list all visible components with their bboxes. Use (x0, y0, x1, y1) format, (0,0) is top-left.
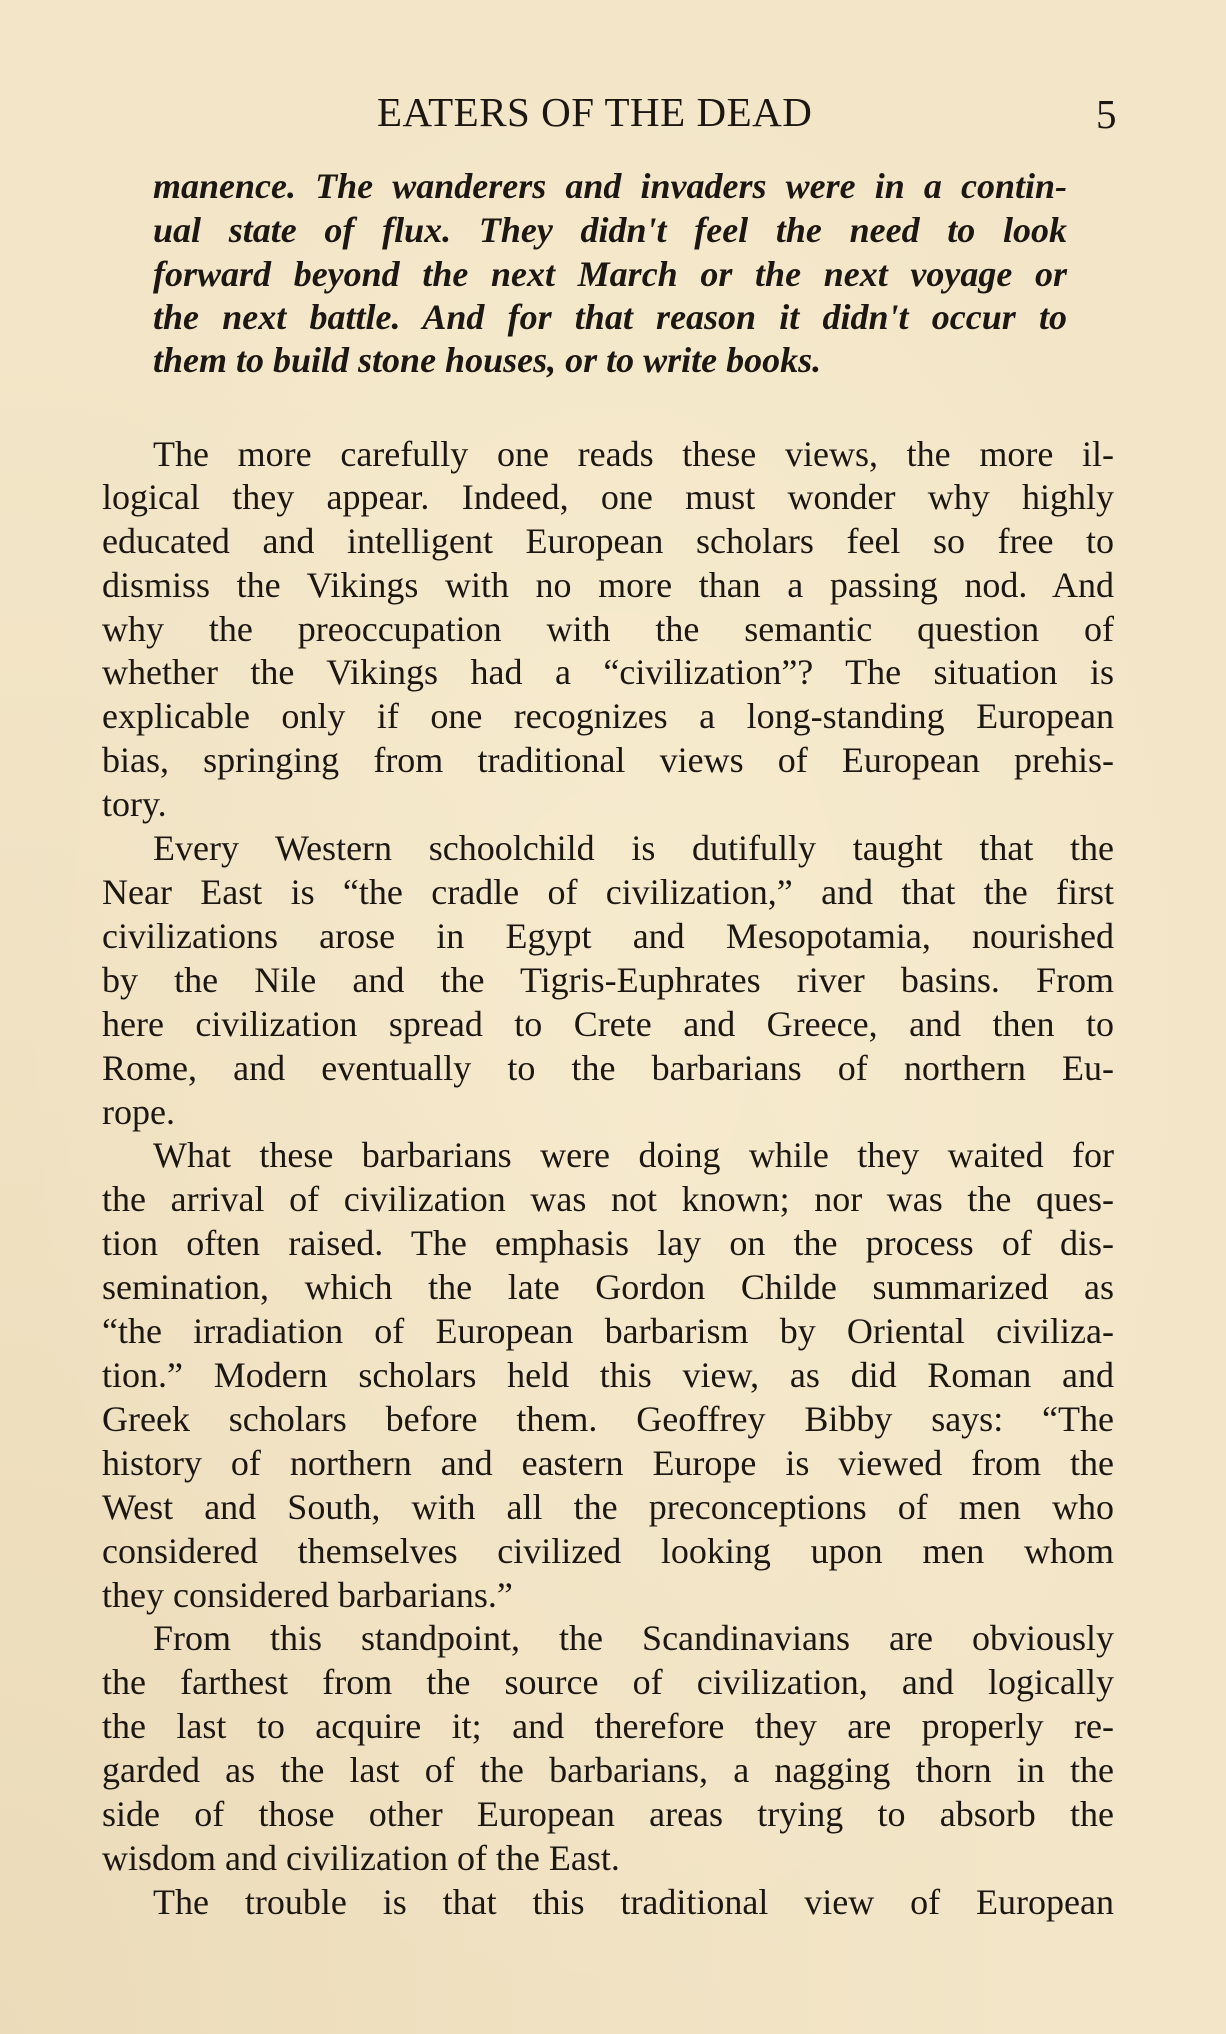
running-head: EATERS OF THE DEAD (377, 89, 813, 135)
body-line: side of those other European areas trying to absorb the (102, 1794, 1114, 1834)
body-line: the arrival of civilization was not known; nor was the ques- (102, 1179, 1114, 1219)
body-line: West and South, with all the preconceptions of men who (102, 1487, 1114, 1527)
body-line: “the irradiation of European barbarism by Oriental civiliza- (102, 1311, 1114, 1351)
body-line: here civilization spread to Crete and Greece, and then to (102, 1004, 1114, 1044)
body-line: why the preoccupation with the semantic question of (102, 609, 1114, 649)
body-line: tion often raised. The emphasis lay on the process of dis- (102, 1223, 1114, 1263)
body-line: dismiss the Vikings with no more than a passing nod. And (102, 565, 1114, 605)
body-line: The trouble is that this traditional view of European (153, 1882, 1114, 1922)
body-line: tory. (102, 784, 167, 824)
body-line: wisdom and civilization of the East. (102, 1838, 620, 1878)
body-line: What these barbarians were doing while they waited for (153, 1135, 1114, 1175)
body-line: From this standpoint, the Scandinavians are obviously (153, 1618, 1114, 1658)
body-line: semination, which the late Gordon Childe summarized as (102, 1267, 1114, 1307)
quote-line: forward beyond the next March or the next voyage or (153, 254, 1067, 294)
body-line: civilizations arose in Egypt and Mesopotamia, nourished (102, 916, 1114, 956)
body-line: the farthest from the source of civilization, and logically (102, 1662, 1114, 1702)
body-line: rope. (102, 1092, 175, 1132)
body-line: they considered barbarians.” (102, 1575, 513, 1615)
body-line: explicable only if one recognizes a long-standing European (102, 696, 1114, 736)
body-line: logical they appear. Indeed, one must wonder why highly (102, 477, 1114, 517)
body-line: educated and intelligent European scholars feel so free to (102, 521, 1114, 561)
body-line: by the Nile and the Tigris-Euphrates river basins. From (102, 960, 1114, 1000)
body-line: Near East is “the cradle of civilization,” and that the first (102, 872, 1114, 912)
quote-line: them to build stone houses, or to write books. (153, 340, 822, 380)
body-line: considered themselves civilized looking upon men whom (102, 1531, 1114, 1571)
quote-line: the next battle. And for that reason it didn't occur to (153, 297, 1067, 337)
body-line: garded as the last of the barbarians, a nagging thorn in the (102, 1750, 1114, 1790)
body-line: history of northern and eastern Europe is viewed from the (102, 1443, 1114, 1483)
body-line: bias, springing from traditional views of European prehis- (102, 740, 1114, 780)
body-line: Greek scholars before them. Geoffrey Bibby says: “The (102, 1399, 1114, 1439)
body-line: The more carefully one reads these views, the more il- (153, 434, 1114, 474)
body-line: Every Western schoolchild is dutifully taught that the (153, 828, 1114, 868)
body-line: the last to acquire it; and therefore they are properly re- (102, 1706, 1114, 1746)
quote-line: manence. The wanderers and invaders were in a contin- (153, 166, 1067, 206)
quote-line: ual state of flux. They didn't feel the need to look (153, 210, 1067, 250)
body-line: tion.” Modern scholars held this view, as did Roman and (102, 1355, 1114, 1395)
page-number: 5 (1096, 91, 1117, 137)
body-line: whether the Vikings had a “civilization”? The situation is (102, 652, 1114, 692)
body-line: Rome, and eventually to the barbarians of northern Eu- (102, 1048, 1114, 1088)
